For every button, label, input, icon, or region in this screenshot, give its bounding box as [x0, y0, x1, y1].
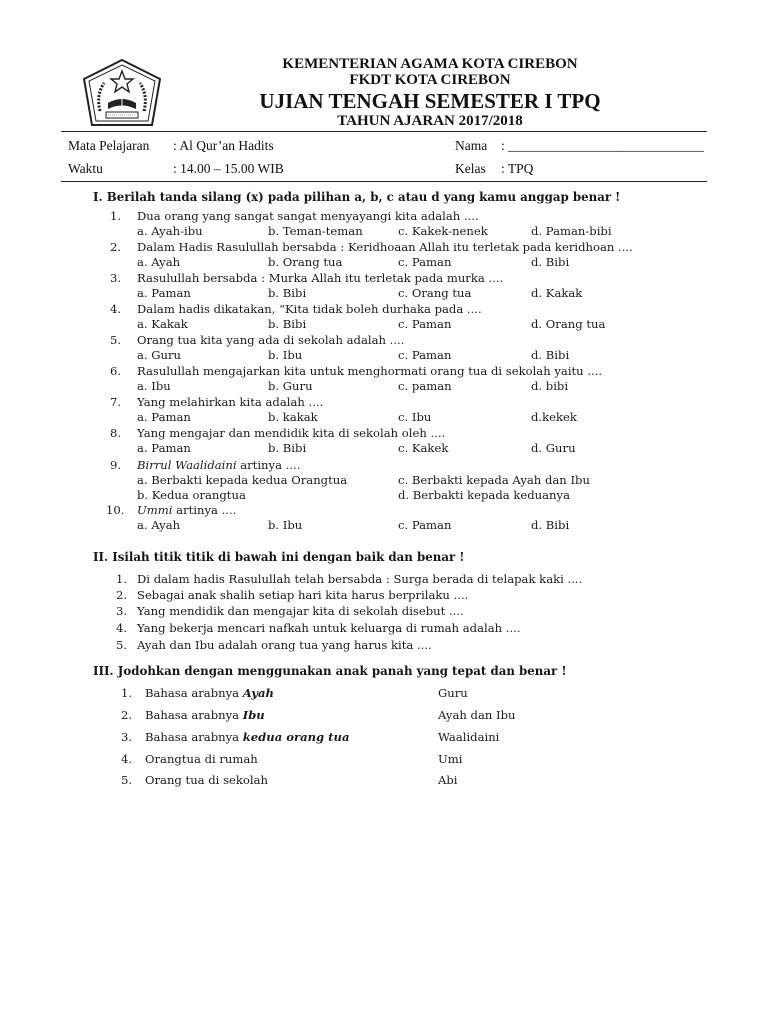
- option-c[interactable]: c. Ibu: [398, 410, 432, 424]
- fill-question: Yang mendidik dan mengajar kita di sekolah disebut ....: [137, 604, 464, 618]
- question-number: 6.: [110, 364, 122, 378]
- match-number: 3.: [121, 730, 133, 744]
- option-c[interactable]: c. Paman: [398, 348, 452, 362]
- question-text: Rasulullah mengajarkan kita untuk menghormati orang tua di sekolah yaitu ....: [137, 364, 603, 378]
- option-d[interactable]: d. Orang tua: [531, 317, 606, 331]
- option-a[interactable]: a. Paman: [137, 441, 191, 455]
- fill-number: 3.: [116, 604, 128, 618]
- question-number: 1.: [110, 209, 122, 223]
- match-right-item[interactable]: Abi: [438, 773, 458, 787]
- option-d[interactable]: d. Guru: [531, 441, 576, 455]
- option-a[interactable]: a. Kakak: [137, 317, 188, 331]
- option-d[interactable]: d. Paman-bibi: [531, 224, 612, 238]
- match-number: 2.: [121, 708, 133, 722]
- option-b[interactable]: b. Guru: [268, 379, 313, 393]
- match-left-text: Orangtua di rumah: [145, 752, 258, 766]
- option-b[interactable]: b. Orang tua: [268, 255, 343, 269]
- class-label: Kelas: [455, 161, 486, 176]
- match-right-item[interactable]: Umi: [438, 752, 463, 766]
- header-ministry: KEMENTERIAN AGAMA KOTA CIREBON: [282, 56, 578, 72]
- match-left-text: Bahasa arabnya: [145, 708, 243, 722]
- option-d[interactable]: d. Bibi: [531, 255, 570, 269]
- option-b[interactable]: b. Ibu: [268, 348, 303, 362]
- option-d[interactable]: d. Bibi: [531, 348, 570, 362]
- match-left-term: Ibu: [242, 708, 265, 722]
- match-right-item[interactable]: Guru: [438, 686, 468, 700]
- match-number: 1.: [121, 686, 133, 700]
- option-a[interactable]: a. Ibu: [137, 379, 171, 393]
- option-a[interactable]: a. Ayah-ibu: [137, 224, 203, 238]
- option-a[interactable]: a. Guru: [137, 348, 182, 362]
- match-left-term: Ayah: [242, 686, 274, 700]
- fill-question: Di dalam hadis Rasulullah telah bersabda : Surga berada di telapak kaki ....: [137, 572, 583, 586]
- match-number: 4.: [121, 752, 133, 766]
- header-divider-top: [61, 131, 707, 132]
- option-a[interactable]: a. Ayah: [137, 518, 181, 532]
- question-text: Dalam Hadis Rasulullah bersabda : Keridhoaan Allah itu terletak pada keridhoan ....: [137, 240, 633, 254]
- section2-title: II. Isilah titik titik di bawah ini dengan baik dan benar !: [93, 550, 465, 564]
- option-a[interactable]: a. Paman: [137, 410, 191, 424]
- question-suffix: artinya ....: [236, 458, 301, 472]
- question-text: [137, 503, 236, 517]
- match-left-item[interactable]: [145, 773, 268, 787]
- fill-question: Sebagai anak shalih setiap hari kita harus berprilaku ....: [137, 588, 469, 602]
- class-value: : TPQ: [501, 161, 534, 176]
- question-number: 8.: [110, 426, 122, 440]
- question-term: Ummi: [137, 503, 173, 517]
- option-c[interactable]: c. Kakek-nenek: [398, 224, 488, 238]
- option-c[interactable]: c. Kakek: [398, 441, 449, 455]
- option-b[interactable]: b. Kedua orangtua: [137, 488, 246, 502]
- question-text: Dua orang yang sangat sangat menyayangi kita adalah ....: [137, 209, 479, 223]
- option-d[interactable]: d.kekek: [531, 410, 577, 424]
- time-value: : 14.00 – 15.00 WIB: [173, 161, 284, 176]
- question-suffix: artinya ....: [172, 503, 237, 517]
- match-left-term: kedua orang tua: [242, 730, 350, 744]
- option-c[interactable]: c. Paman: [398, 317, 452, 331]
- question-text: Yang mengajar dan mendidik kita di sekolah oleh ....: [137, 426, 446, 440]
- name-label: Nama: [455, 138, 488, 153]
- header-divider-bottom: [61, 181, 707, 182]
- question-text: [137, 458, 300, 472]
- question-number: 5.: [110, 333, 122, 347]
- option-d[interactable]: d. bibi: [531, 379, 569, 393]
- match-right-item[interactable]: Waalidaini: [438, 730, 500, 744]
- match-right-item[interactable]: Ayah dan Ibu: [438, 708, 516, 722]
- fill-number: 1.: [116, 572, 128, 586]
- header-exam-title: UJIAN TENGAH SEMESTER I TPQ: [259, 89, 601, 113]
- option-b[interactable]: b. Bibi: [268, 441, 307, 455]
- match-left-text: Bahasa arabnya: [145, 686, 243, 700]
- question-number: 10.: [106, 503, 125, 517]
- header-fkdt: FKDT KOTA CIREBON: [349, 72, 511, 88]
- subject-value: : Al Qur’an Hadits: [173, 138, 274, 153]
- question-text: Yang melahirkan kita adalah ....: [137, 395, 324, 409]
- option-a[interactable]: a. Ayah: [137, 255, 181, 269]
- option-c[interactable]: c. Paman: [398, 518, 452, 532]
- option-b[interactable]: b. Bibi: [268, 286, 307, 300]
- fill-question: Ayah dan Ibu adalah orang tua yang harus kita ....: [137, 638, 432, 652]
- subject-label: Mata Pelajaran: [68, 138, 150, 153]
- question-number: 3.: [110, 271, 122, 285]
- option-d[interactable]: d. Bibi: [531, 518, 570, 532]
- match-left-item[interactable]: [145, 730, 349, 744]
- option-b[interactable]: b. Bibi: [268, 317, 307, 331]
- option-c[interactable]: c. Orang tua: [398, 286, 472, 300]
- option-d[interactable]: d. Berbakti kepada keduanya: [398, 488, 570, 502]
- match-left-text: Bahasa arabnya: [145, 730, 243, 744]
- option-c[interactable]: c. Berbakti kepada Ayah dan Ibu: [398, 473, 590, 487]
- option-b[interactable]: b. Ibu: [268, 518, 303, 532]
- fill-number: 4.: [116, 621, 128, 635]
- name-field[interactable]: : _____________________________: [501, 138, 704, 153]
- match-left-text: Orang tua di sekolah: [145, 773, 268, 787]
- match-left-item[interactable]: [145, 686, 274, 700]
- option-a[interactable]: a. Berbakti kepada kedua Orangtua: [137, 473, 348, 487]
- option-b[interactable]: b. kakak: [268, 410, 318, 424]
- question-number: 4.: [110, 302, 122, 316]
- header-school-year: TAHUN AJARAN 2017/2018: [337, 113, 523, 129]
- option-c[interactable]: c. Paman: [398, 255, 452, 269]
- section3-title: III. Jodohkan dengan menggunakan anak panah yang tepat dan benar !: [93, 664, 567, 678]
- question-term: Birrul Waalidaini: [137, 458, 237, 472]
- fill-number: 5.: [116, 638, 128, 652]
- kemenag-logo: [80, 57, 164, 129]
- option-a[interactable]: a. Paman: [137, 286, 191, 300]
- question-text: Dalam hadis dikatakan, “Kita tidak boleh durhaka pada ....: [137, 302, 482, 316]
- match-left-item[interactable]: [145, 708, 265, 722]
- question-text: Orang tua kita yang ada di sekolah adalah ....: [137, 333, 405, 347]
- fill-number: 2.: [116, 588, 128, 602]
- option-c[interactable]: c. paman: [398, 379, 452, 393]
- option-b[interactable]: b. Teman-teman: [268, 224, 363, 238]
- fill-question: Yang bekerja mencari nafkah untuk keluarga di rumah adalah ....: [137, 621, 521, 635]
- section1-title: I. Berilah tanda silang (x) pada pilihan a, b, c atau d yang kamu anggap benar !: [93, 190, 621, 204]
- question-number: 9.: [110, 458, 122, 472]
- match-left-item[interactable]: [145, 752, 258, 766]
- time-label: Waktu: [68, 161, 103, 176]
- question-number: 7.: [110, 395, 122, 409]
- question-number: 2.: [110, 240, 122, 254]
- question-text: Rasulullah bersabda : Murka Allah itu terletak pada murka ....: [137, 271, 504, 285]
- match-number: 5.: [121, 773, 133, 787]
- option-d[interactable]: d. Kakak: [531, 286, 583, 300]
